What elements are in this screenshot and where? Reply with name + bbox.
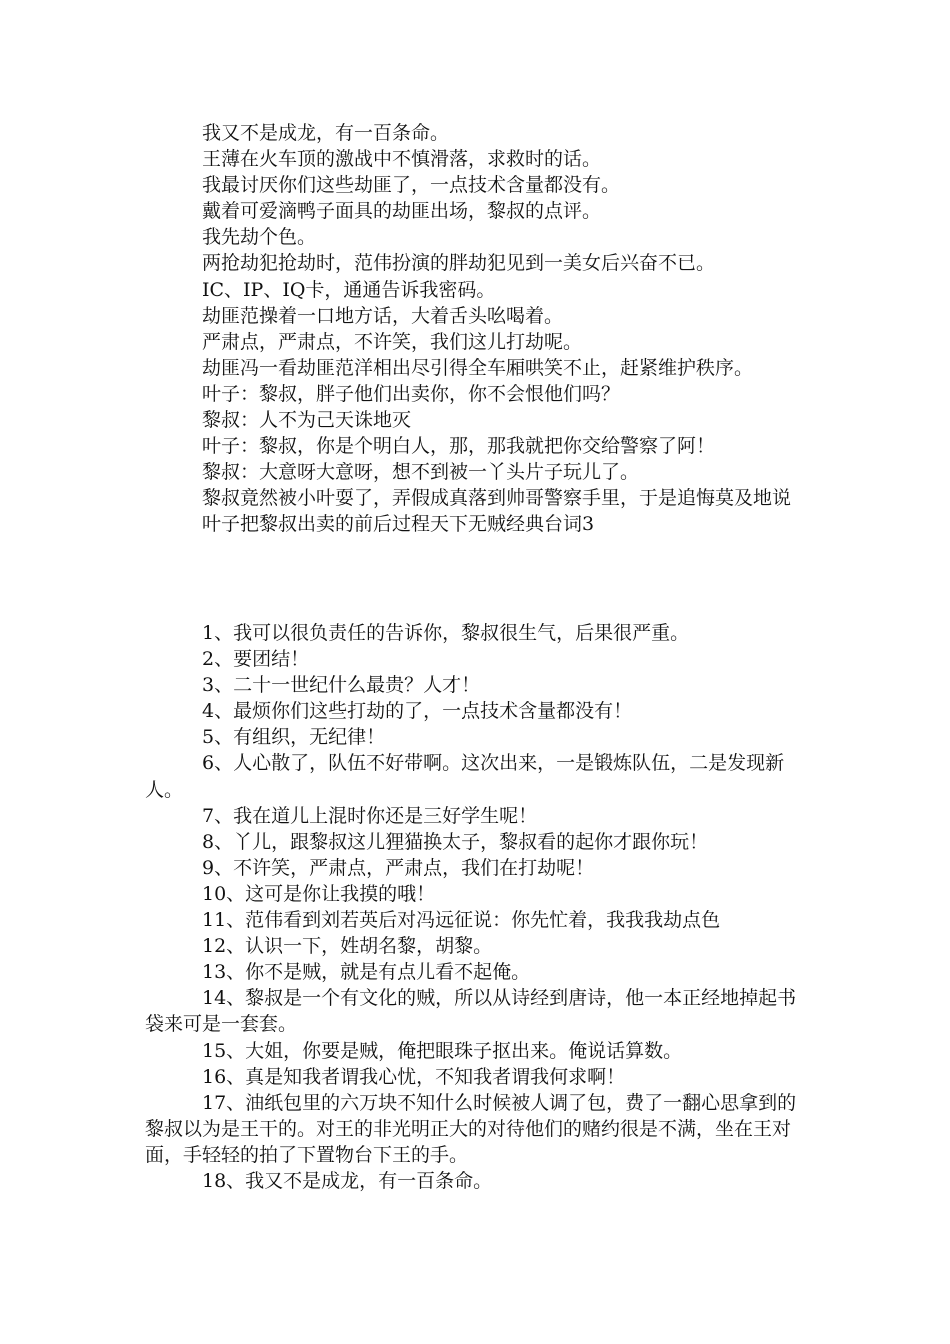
paragraph: 我先劫个色。 bbox=[202, 226, 317, 249]
numbered-quote: 12、认识一下，姓胡名黎，胡黎。 bbox=[202, 935, 493, 958]
paragraph: 两抢劫犯抢劫时，范伟扮演的胖劫犯见到一美女后兴奋不已。 bbox=[202, 252, 716, 275]
paragraph: 王薄在火车顶的激战中不慎滑落，求救时的话。 bbox=[202, 148, 602, 171]
numbered-quote: 14、黎叔是一个有文化的贼，所以从诗经到唐诗，他一本正经地掉起书袋来可是一套套。 bbox=[145, 987, 797, 1036]
quotes-section-2 bbox=[145, 620, 805, 1194]
numbered-quote: 10、这可是你让我摸的哦！ bbox=[202, 882, 436, 905]
paragraph: 黎叔：大意呀大意呀，想不到被一丫头片子玩儿了。 bbox=[202, 461, 640, 484]
quotes-section-1 bbox=[145, 120, 805, 538]
numbered-quote: 16、真是知我者谓我心忧，不知我者谓我何求啊！ bbox=[202, 1065, 626, 1088]
numbered-quote: 3、二十一世纪什么最贵？人才！ bbox=[202, 674, 481, 697]
section-heading: 叶子把黎叔出卖的前后过程天下无贼经典台词3 bbox=[202, 513, 595, 536]
numbered-quote: 5、有组织，无纪律！ bbox=[202, 726, 386, 749]
paragraph: 我最讨厌你们这些劫匪了，一点技术含量都没有。 bbox=[202, 174, 621, 197]
numbered-quote: 18、我又不是成龙，有一百条命。 bbox=[202, 1169, 493, 1192]
paragraph: 我又不是成龙，有一百条命。 bbox=[202, 122, 450, 144]
numbered-quote: 15、大姐，你要是贼，俺把眼珠子抠出来。俺说话算数。 bbox=[202, 1039, 683, 1062]
paragraph: 黎叔竟然被小叶耍了，弄假成真落到帅哥警察手里，于是追悔莫及地说 bbox=[202, 487, 792, 510]
numbered-quote: 4、最烦你们这些打劫的了，一点技术含量都没有！ bbox=[202, 700, 633, 723]
paragraph: IC、IP、IQ卡，通通告诉我密码。 bbox=[202, 278, 496, 301]
numbered-quote: 6、人心散了，队伍不好带啊。这次出来，一是锻炼队伍，二是发现新人。 bbox=[145, 752, 785, 801]
numbered-quote: 11、范伟看到刘若英后对冯远征说：你先忙着，我我我劫点色 bbox=[202, 909, 721, 932]
numbered-quote: 9、不许笑，严肃点，严肃点，我们在打劫呢！ bbox=[202, 856, 595, 879]
numbered-quote: 8、丫儿，跟黎叔这儿狸猫换太子，黎叔看的起你才跟你玩！ bbox=[202, 830, 709, 853]
numbered-quote: 7、我在道儿上混时你还是三好学生呢！ bbox=[202, 804, 538, 827]
numbered-quote: 17、油纸包里的六万块不知什么时候被人调了包，费了一翻心思拿到的黎叔以为是王干的。对王的非光明正大的对待他们的赌约很是不满，坐在王对面，手轻轻的拍了下置物台下王的手。 bbox=[145, 1091, 797, 1166]
paragraph: 戴着可爱滴鸭子面具的劫匪出场，黎叔的点评。 bbox=[202, 200, 602, 223]
paragraph: 叶子：黎叔，胖子他们出卖你，你不会恨他们吗？ bbox=[202, 382, 621, 405]
paragraph: 劫匪范操着一口地方话，大着舌头吆喝着。 bbox=[202, 304, 564, 327]
paragraph: 叶子：黎叔，你是个明白人，那，那我就把你交给警察了阿！ bbox=[202, 435, 716, 458]
paragraph: 劫匪冯一看劫匪范洋相出尽引得全车厢哄笑不止，赶紧维护秩序。 bbox=[202, 356, 754, 379]
paragraph: 严肃点，严肃点，不许笑，我们这儿打劫呢。 bbox=[202, 330, 583, 353]
numbered-quote: 13、你不是贼，就是有点儿看不起俺。 bbox=[202, 961, 531, 984]
paragraph: 黎叔：人不为己天诛地灭 bbox=[202, 409, 412, 432]
numbered-quote: 1、我可以很负责任的告诉你，黎叔很生气，后果很严重。 bbox=[202, 622, 690, 644]
numbered-quote: 2、要团结！ bbox=[202, 648, 310, 671]
